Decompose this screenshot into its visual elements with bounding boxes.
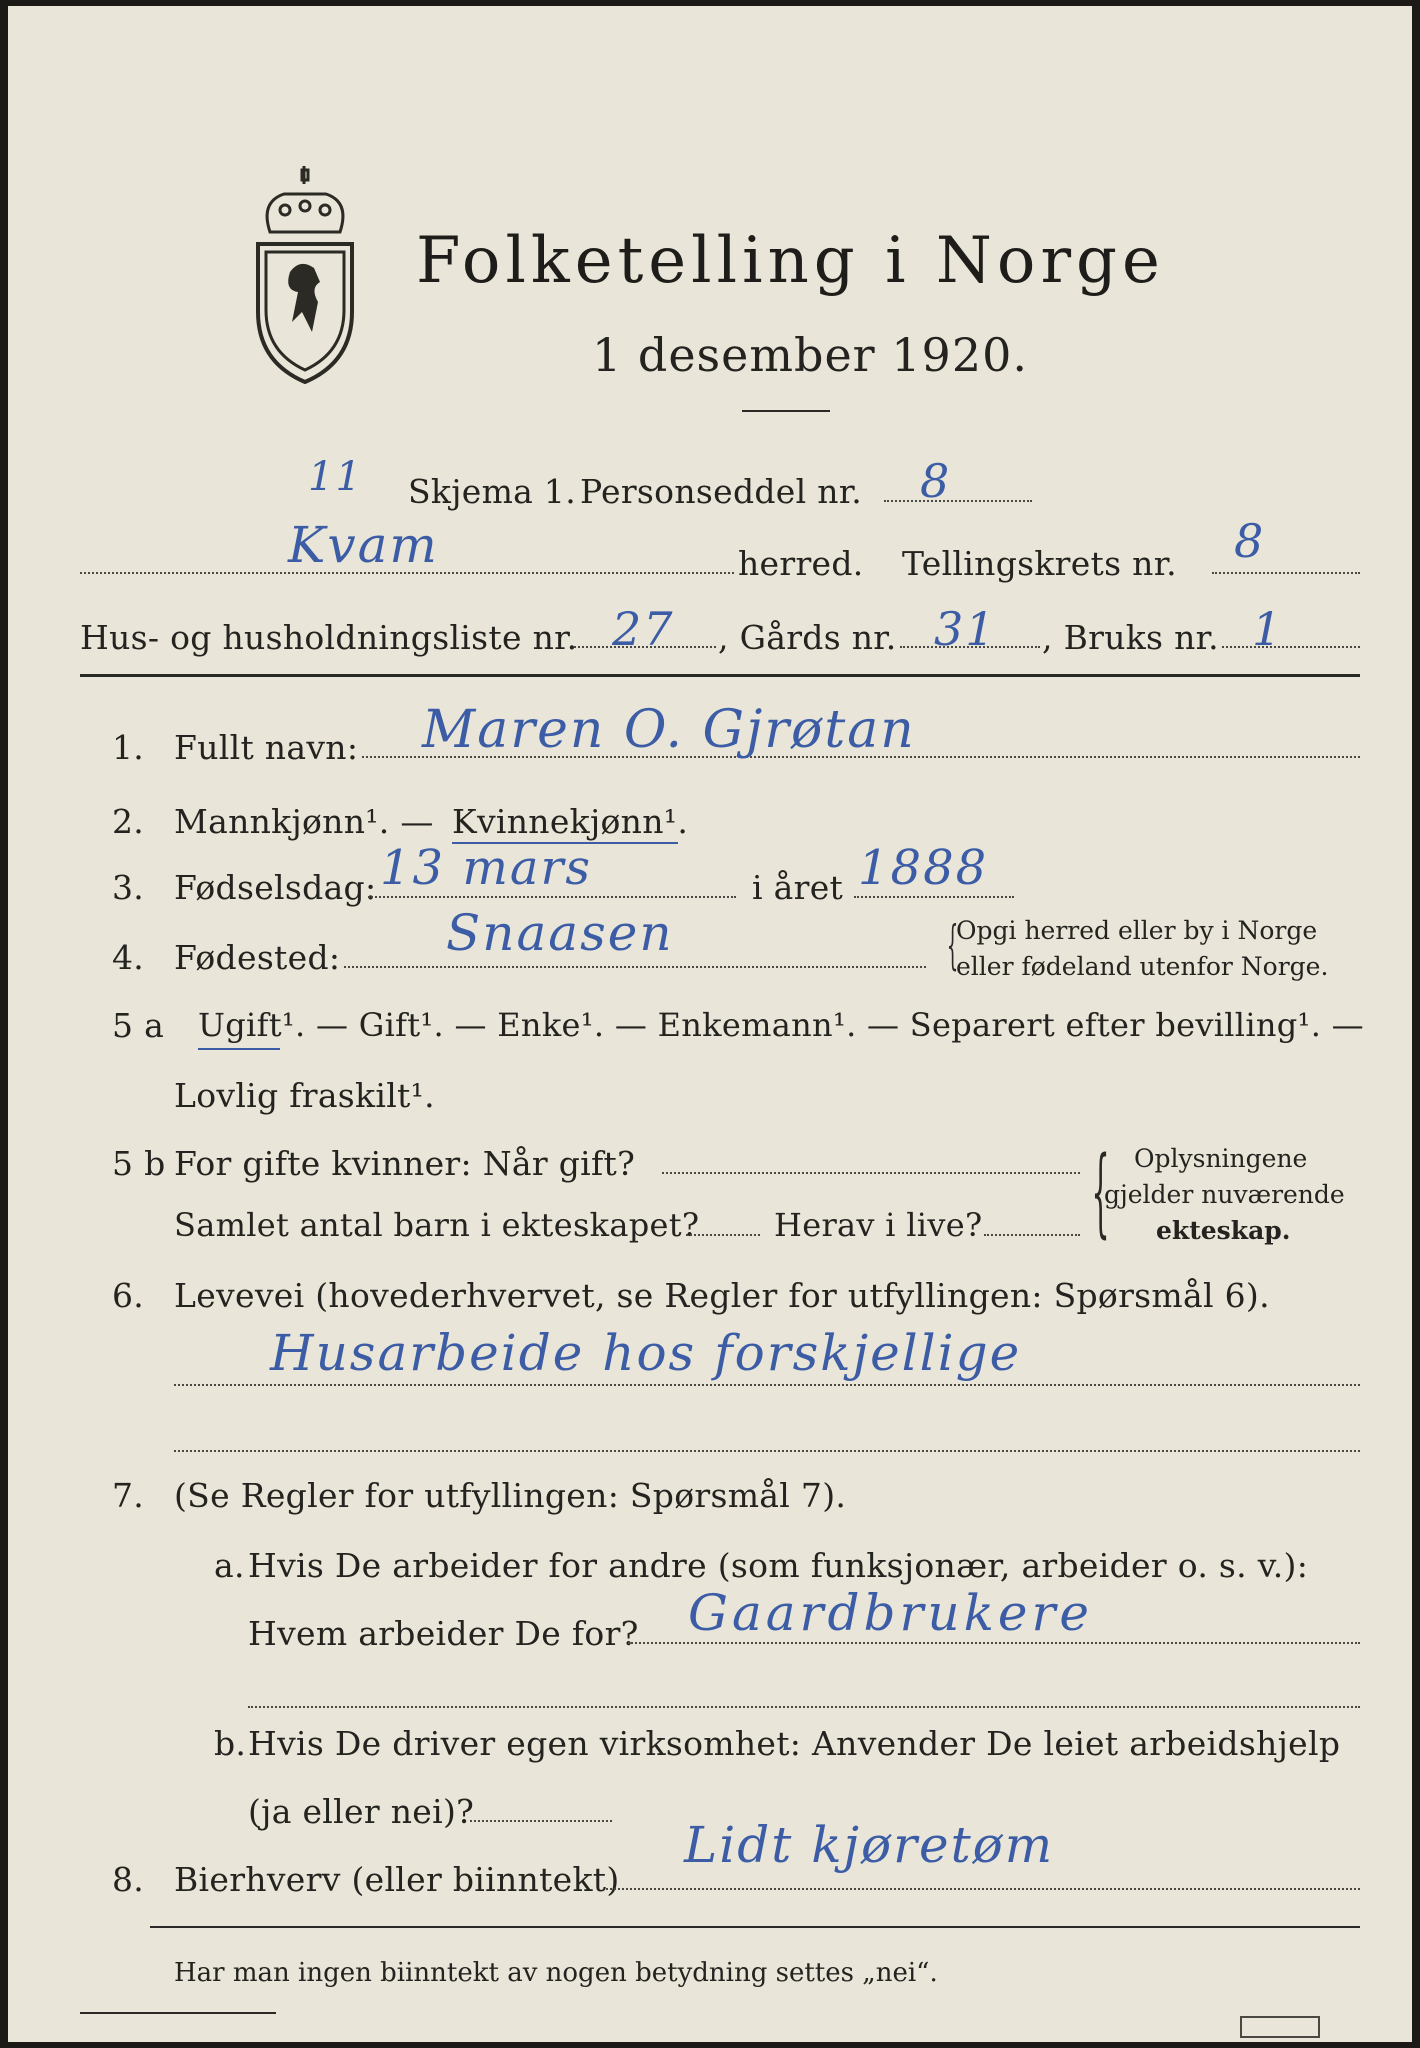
q5b-note-line3: ekteskap.	[1156, 1216, 1291, 1245]
q7b-line2: (ja eller nei)?	[248, 1792, 475, 1831]
q8-number: 8.	[112, 1860, 145, 1899]
q5b-alive-dots	[984, 1234, 1080, 1236]
q7-number: 7.	[112, 1476, 145, 1515]
herred-label: herred.	[738, 544, 864, 583]
q5a-number: 5 a	[112, 1006, 165, 1045]
q5a-options: Ugift¹. — Gift¹. — Enke¹. — Enkemann¹. — Separert efter bevilling¹. —	[198, 1006, 1364, 1044]
q6-occupation: Husarbeide hos forskjellige	[270, 1324, 1022, 1382]
q5b-line2a: Samlet antal barn i ekteskapet?	[174, 1206, 700, 1244]
q8-label: Bierhverv (eller biinntekt)	[174, 1860, 620, 1899]
bruks-dots	[1222, 646, 1360, 648]
q7b-line1: Hvis De driver egen virksomhet: Anvender De leiet arbeidshjelp	[248, 1724, 1341, 1763]
q7b-letter: b.	[214, 1724, 247, 1763]
q1-number: 1.	[112, 728, 145, 767]
footer-divider	[150, 1926, 1360, 1928]
header-divider	[80, 674, 1360, 677]
q3-birth-year: 1888	[858, 840, 989, 896]
bruks-label: , Bruks nr.	[1042, 618, 1219, 657]
footer-note: Har man ingen biinntekt av nogen betydning settes „nei“.	[174, 1958, 938, 1988]
personseddel-dots	[884, 500, 1032, 502]
q3-birth-day: 13 mars	[380, 840, 593, 896]
q3-day-dots	[368, 896, 736, 898]
hus-label: Hus- og husholdningsliste nr.	[80, 618, 578, 657]
q7a-line1: Hvis De arbeider for andre (som funksjonær, arbeider o. s. v.):	[248, 1546, 1309, 1585]
printer-stamp	[1240, 2016, 1320, 2038]
q5b-line1: For gifte kvinner: Når gift?	[174, 1144, 636, 1183]
q3-year-label: i året	[752, 868, 844, 907]
tellingskrets-value: 8	[1234, 514, 1266, 568]
q7a-dots-line2	[248, 1706, 1360, 1708]
gards-label: , Gårds nr.	[718, 618, 897, 657]
herred-value: Kvam	[288, 516, 439, 574]
q6-number: 6.	[112, 1276, 145, 1315]
q7a-letter: a.	[214, 1546, 245, 1585]
hus-value: 27	[612, 602, 675, 656]
q4-birthplace: Snaasen	[446, 904, 674, 962]
schema-label: Skjema 1.	[408, 472, 577, 511]
title-divider	[742, 410, 830, 412]
q2-number: 2.	[112, 802, 145, 841]
q7-label: (Se Regler for utfyllingen: Spørsmål 7).	[174, 1476, 847, 1515]
q4-label: Fødested:	[174, 938, 341, 977]
tellingskrets-dots	[1212, 572, 1360, 574]
q5b-when-dots	[662, 1172, 1080, 1174]
q7a-dots	[628, 1642, 1360, 1644]
q4-note-line1: Opgi herred eller by i Norge	[956, 916, 1318, 945]
q5b-note-line1: Oplysningene	[1134, 1144, 1308, 1173]
q5b-line2b: Herav i live?	[774, 1206, 983, 1244]
q5b-note-brace: {	[1091, 1136, 1110, 1248]
q7a-employer: Gaardbrukere	[688, 1584, 1093, 1642]
q8-dots	[606, 1888, 1360, 1890]
q7b-dots	[470, 1820, 612, 1822]
q3-label: Fødselsdag:	[174, 868, 377, 907]
q7a-line2: Hvem arbeider De for?	[248, 1614, 639, 1653]
q5a-options-cont: Lovlig fraskilt¹.	[174, 1076, 435, 1115]
q5b-number: 5 b	[112, 1144, 166, 1183]
q3-number: 3.	[112, 868, 145, 907]
q6-dots-line1	[174, 1384, 1360, 1386]
q6-dots-line2	[174, 1450, 1360, 1452]
footnote-rule	[80, 2012, 276, 2014]
q8-secondary-income: Lidt kjøretøm	[684, 1816, 1055, 1874]
q5b-children-dots	[686, 1234, 760, 1236]
form-title: Folketelling i Norge	[416, 224, 1165, 298]
q1-full-name: Maren O. Gjrøtan	[422, 700, 916, 760]
q5a-ugift-selected-underline	[198, 1048, 280, 1050]
q4-dots	[344, 966, 926, 968]
census-date: 1 desember 1920.	[592, 328, 1028, 382]
personseddel-label: Personseddel nr.	[580, 472, 863, 511]
coat-of-arms-icon	[240, 162, 370, 388]
personseddel-value: 8	[920, 454, 952, 508]
q1-label: Fullt navn:	[174, 728, 359, 767]
q2-male-option: Mannkjønn¹. —	[174, 802, 434, 841]
census-form-page	[8, 6, 1412, 2042]
q2-female-option: Kvinnekjønn¹.	[452, 802, 689, 841]
q4-note-brace: {	[946, 916, 959, 976]
q4-note-line2: eller fødeland utenfor Norge.	[956, 952, 1329, 981]
q5b-note-line2: gjelder nuværende	[1104, 1180, 1345, 1209]
bruks-value: 1	[1252, 602, 1284, 656]
prefix-handwritten: 11	[308, 454, 363, 500]
q4-number: 4.	[112, 938, 145, 977]
q3-year-dots	[854, 896, 1014, 898]
tellingskrets-label: Tellingskrets nr.	[902, 544, 1177, 583]
q6-label: Levevei (hovederhvervet, se Regler for utfyllingen: Spørsmål 6).	[174, 1276, 1270, 1315]
gards-value: 31	[934, 602, 997, 656]
